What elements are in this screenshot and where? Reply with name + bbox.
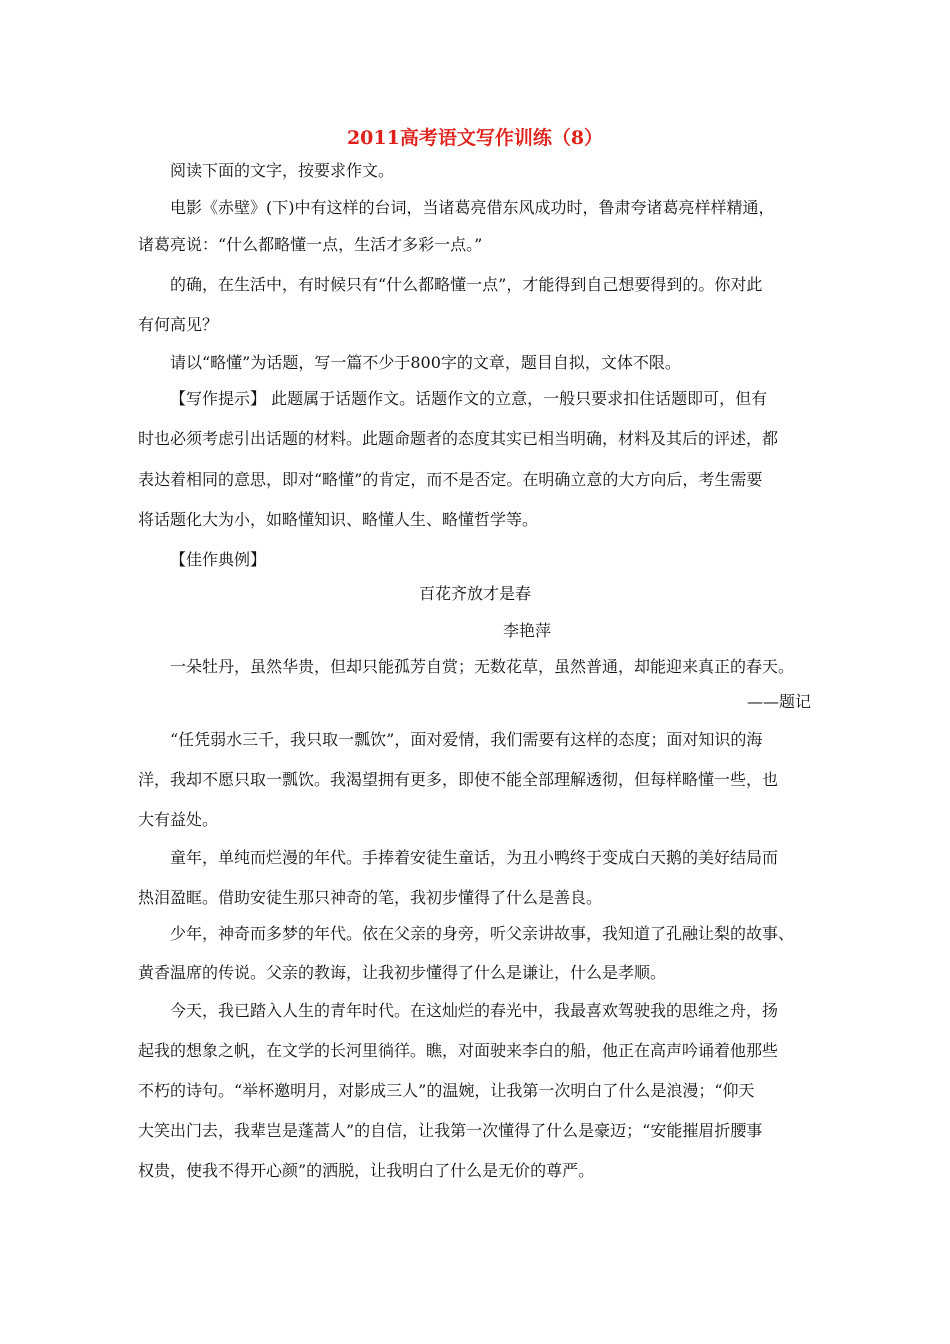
essay-title: 百花齐放才是春	[418, 584, 531, 603]
essay-line: 少年，神奇而多梦的年代。依在父亲的身旁，听父亲讲故事，我知道了孔融让梨的故事、	[170, 924, 795, 943]
essay-line: 洋，我却不愿只取一瓢饮。我渴望拥有更多，即使不能全部理解透彻，但每样略懂一些，也	[138, 770, 779, 789]
intro-line: 阅读下面的文字，按要求作文。	[170, 161, 395, 180]
tips-line: 时也必须考虑引出话题的材料。此题命题者的态度其实已相当明确，材料及其后的评述，都	[138, 429, 779, 448]
essay-line: “任凭弱水三千，我只取一瓢饮”，面对爱情，我们需要有这样的态度；面对知识的海	[170, 730, 763, 749]
prompt-line: 的确，在生活中，有时候只有“什么都略懂一点”，才能得到自己想要得到的。你对此	[170, 275, 763, 294]
essay-epigraph-attribution: ——题记	[746, 692, 811, 711]
essay-author: 李艳萍	[503, 621, 552, 640]
prompt-line: 有何高见？	[138, 315, 219, 334]
document-title: 2011高考语文写作训练（8）	[346, 127, 604, 149]
essay-line: 不朽的诗句。“举杯邀明月，对影成三人”的温婉，让我第一次明白了什么是浪漫；“仰天	[138, 1081, 755, 1100]
essay-epigraph: 一朵牡丹，虽然华贵，但却只能孤芳自赏；无数花草，虽然普通，却能迎来真正的春天。	[170, 657, 795, 676]
tips-line: 将话题化大为小，如略懂知识、略懂人生、略懂哲学等。	[138, 510, 539, 529]
example-label: 【佳作典例】	[170, 550, 267, 569]
essay-line: 热泪盈眶。借助安徒生那只神奇的笔，我初步懂得了什么是善良。	[138, 888, 603, 907]
tips-line: 表达着相同的意思，即对“略懂”的肯定，而不是否定。在明确立意的大方向后，考生需要	[138, 470, 763, 489]
prompt-line: 诸葛亮说：“什么都略懂一点，生活才多彩一点。”	[138, 235, 483, 254]
essay-line: 今天，我已踏入人生的青年时代。在这灿烂的春光中，我最喜欢驾驶我的思维之舟，扬	[170, 1001, 779, 1020]
essay-line: 童年，单纯而烂漫的年代。手捧着安徒生童话，为丑小鸭终于变成白天鹅的美好结局而	[170, 848, 779, 867]
tips-line: 【写作提示】 此题属于话题作文。话题作文的立意，一般只要求扣住话题即可，但有	[170, 389, 768, 408]
prompt-line: 请以“略懂”为话题，写一篇不少于800字的文章，题目自拟，文体不限。	[170, 353, 681, 372]
essay-line: 权贵，使我不得开心颜”的洒脱，让我明白了什么是无价的尊严。	[138, 1161, 595, 1180]
essay-line: 大笑出门去，我辈岂是蓬蒿人”的自信，让我第一次懂得了什么是豪迈；“安能摧眉折腰事	[138, 1121, 763, 1140]
prompt-line: 电影《赤壁》(下)中有这样的台词，当诸葛亮借东风成功时，鲁肃夸诸葛亮样样精通，	[170, 198, 775, 217]
essay-line: 大有益处。	[138, 810, 219, 829]
essay-line: 起我的想象之帆，在文学的长河里徜徉。瞧，对面驶来李白的船，他正在高声吟诵着他那些	[138, 1041, 779, 1060]
essay-line: 黄香温席的传说。父亲的教诲，让我初步懂得了什么是谦让，什么是孝顺。	[138, 963, 667, 982]
